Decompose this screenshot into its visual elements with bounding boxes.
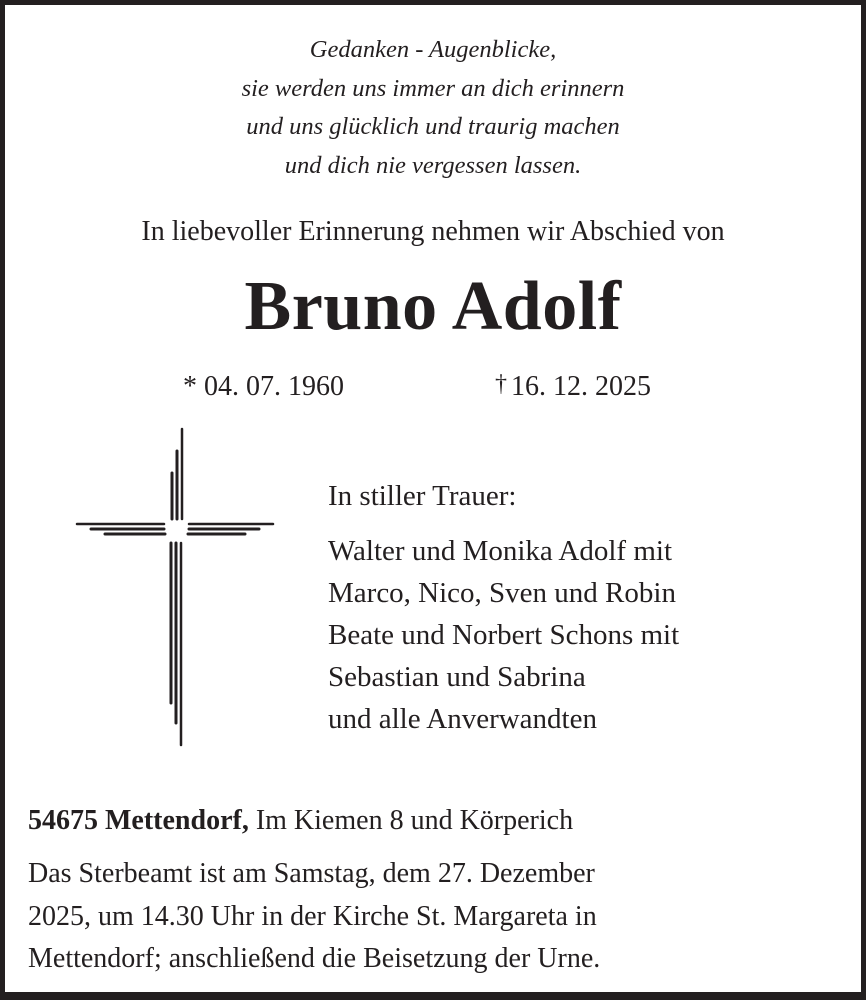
- death-date: 16. 12. 2025: [511, 371, 651, 402]
- address-city: 54675 Mettendorf,: [28, 805, 249, 836]
- details-line: Das Sterbeamt ist am Samstag, dem 27. Dezember: [28, 858, 595, 889]
- birth-date: * 04. 07. 1960: [183, 371, 344, 402]
- details-line: 2025, um 14.30 Uhr in der Kirche St. Margareta in: [28, 900, 597, 932]
- address-street: Im Kiemen 8 und Körperich: [255, 805, 574, 836]
- address: [28, 805, 573, 837]
- mourners-heading: In stiller Trauer:: [328, 480, 517, 512]
- mourner-line: Sebastian und Sabrina: [328, 661, 586, 693]
- mourner-line: Beate und Norbert Schons mit: [328, 619, 680, 651]
- mourner-line: Walter und Monika Adolf mit: [328, 535, 673, 567]
- poem: [5, 31, 861, 185]
- intro-text: In liebevoller Erinnerung nehmen wir Abschied von: [141, 216, 725, 247]
- poem-line: und dich nie vergessen lassen.: [284, 151, 582, 179]
- dagger-icon: †: [495, 371, 507, 397]
- deceased-name: Bruno Adolf: [244, 268, 622, 345]
- details-line: Mettendorf; anschließend die Beisetzung der Urne.: [28, 943, 601, 974]
- mourner-line: und alle Anverwandten: [328, 703, 597, 735]
- mourner-line: Marco, Nico, Sven und Robin: [328, 577, 676, 609]
- death-date-line: [495, 371, 651, 403]
- cross-icon: [67, 423, 287, 753]
- funeral-details: [28, 853, 828, 981]
- poem-line: Gedanken - Augenblicke,: [309, 36, 557, 63]
- poem-line: und uns glücklich und traurig machen: [246, 113, 620, 140]
- poem-line: sie werden uns immer an dich erinnern: [241, 74, 625, 102]
- mourners: [328, 475, 679, 740]
